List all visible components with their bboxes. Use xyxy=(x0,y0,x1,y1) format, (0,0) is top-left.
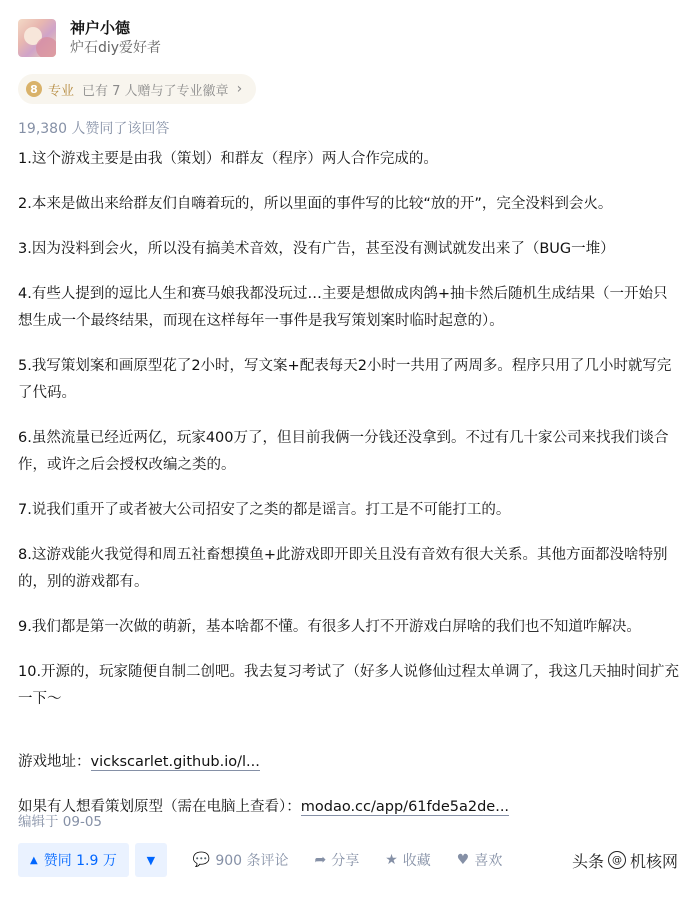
upvote-label: 赞同 1.9 万 xyxy=(43,853,117,869)
at-icon: @ xyxy=(608,851,626,869)
watermark xyxy=(572,849,678,872)
star-icon: ★ xyxy=(385,852,398,868)
author-header xyxy=(18,18,161,58)
proto-link[interactable]: modao.cc/app/61fde5a2de... xyxy=(300,799,510,815)
triangle-down-icon: ▼ xyxy=(146,853,156,867)
paragraph: 2.本来是做出来给群友们自嗨着玩的，所以里面的事件写的比较“放的开”，完全没料到会火。 xyxy=(18,196,613,212)
badge-text: 已有 7 人赠与了专业徽章 xyxy=(82,83,229,99)
share-label: 分享 xyxy=(331,853,360,869)
paragraph: 5.我写策划案和画原型花了2小时，写文案+配表每天2小时一共用了两周多。程序只用了几小时就写完了代码。 xyxy=(18,358,672,401)
watermark-prefix: 头条 xyxy=(571,851,604,871)
badge-pill[interactable] xyxy=(18,74,256,104)
watermark-suffix: 机核网 xyxy=(629,851,678,871)
triangle-up-icon: ▲ xyxy=(30,854,38,866)
heart-icon: ♥ xyxy=(456,852,470,868)
game-link[interactable]: vickscarlet.github.io/l... xyxy=(90,754,260,770)
badge-icon: 8 xyxy=(26,81,42,97)
like-label: 喜欢 xyxy=(474,853,503,869)
downvote-button[interactable] xyxy=(135,843,167,877)
game-link-line xyxy=(18,749,680,776)
chevron-right-icon: › xyxy=(236,81,243,97)
comment-icon: 💬 xyxy=(192,852,211,868)
paragraph: 7.说我们重开了或者被大公司招安了之类的都是谣言。打工是不可能打工的。 xyxy=(18,502,511,518)
comments-label: 900 条评论 xyxy=(215,853,289,869)
badge-label: 专业 xyxy=(48,83,75,99)
share-icon: ➦ xyxy=(314,852,327,868)
answer-content xyxy=(18,146,680,821)
author-info xyxy=(70,19,161,57)
comments-button[interactable] xyxy=(193,850,289,870)
author-name[interactable]: 神户小德 xyxy=(70,19,131,37)
like-button[interactable] xyxy=(457,850,503,870)
upvote-button[interactable] xyxy=(18,843,129,877)
edited-time: 编辑于 09-05 xyxy=(18,814,103,830)
author-bio: 炉石diy爱好者 xyxy=(70,40,162,56)
paragraph: 6.虽然流量已经近两亿，玩家400万了，但目前我俩一分钱还没拿到。不过有几十家公司来找我们谈合作，或许之后会授权改编之类的。 xyxy=(18,430,669,473)
game-link-label: 游戏地址： xyxy=(18,754,91,770)
paragraph: 3.因为没料到会火，所以没有搞美术音效，没有广告，甚至没有测试就发出来了（BUG一堆） xyxy=(18,241,615,257)
paragraph: 8.这游戏能火我觉得和周五社畜想摸鱼+此游戏即开即关且没有音效有很大关系。其他方面都没啥特别的，别的游戏都有。 xyxy=(18,547,668,590)
proto-link-label: 如果有人想看策划原型（需在电脑上查看）： xyxy=(18,799,301,815)
avatar[interactable] xyxy=(18,19,56,57)
paragraph: 9.我们都是第一次做的萌新，基本啥都不懂。有很多人打不开游戏白屏啥的我们也不知道咋解决。 xyxy=(18,619,641,635)
share-button[interactable] xyxy=(314,850,359,870)
paragraph: 4.有些人提到的逗比人生和赛马娘我都没玩过…主要是想做成肉鸽+抽卡然后随机生成结果（一开始只想生成一个最终结果，而现在这样每年一事件是我写策划案时临时起意的）。 xyxy=(18,286,668,329)
action-bar xyxy=(18,843,688,877)
votes-count: 19,380 人赞同了该回答 xyxy=(18,121,170,137)
favorite-button[interactable] xyxy=(385,850,431,870)
paragraph: 10.开源的，玩家随便自制二创吧。我去复习考试了（好多人说修仙过程太单调了，我这几天抽时间扩充一下～ xyxy=(18,664,680,707)
proto-link-line xyxy=(18,794,680,821)
paragraph: 1.这个游戏主要是由我（策划）和群友（程序）两人合作完成的。 xyxy=(18,151,438,167)
favorite-label: 收藏 xyxy=(402,853,431,869)
